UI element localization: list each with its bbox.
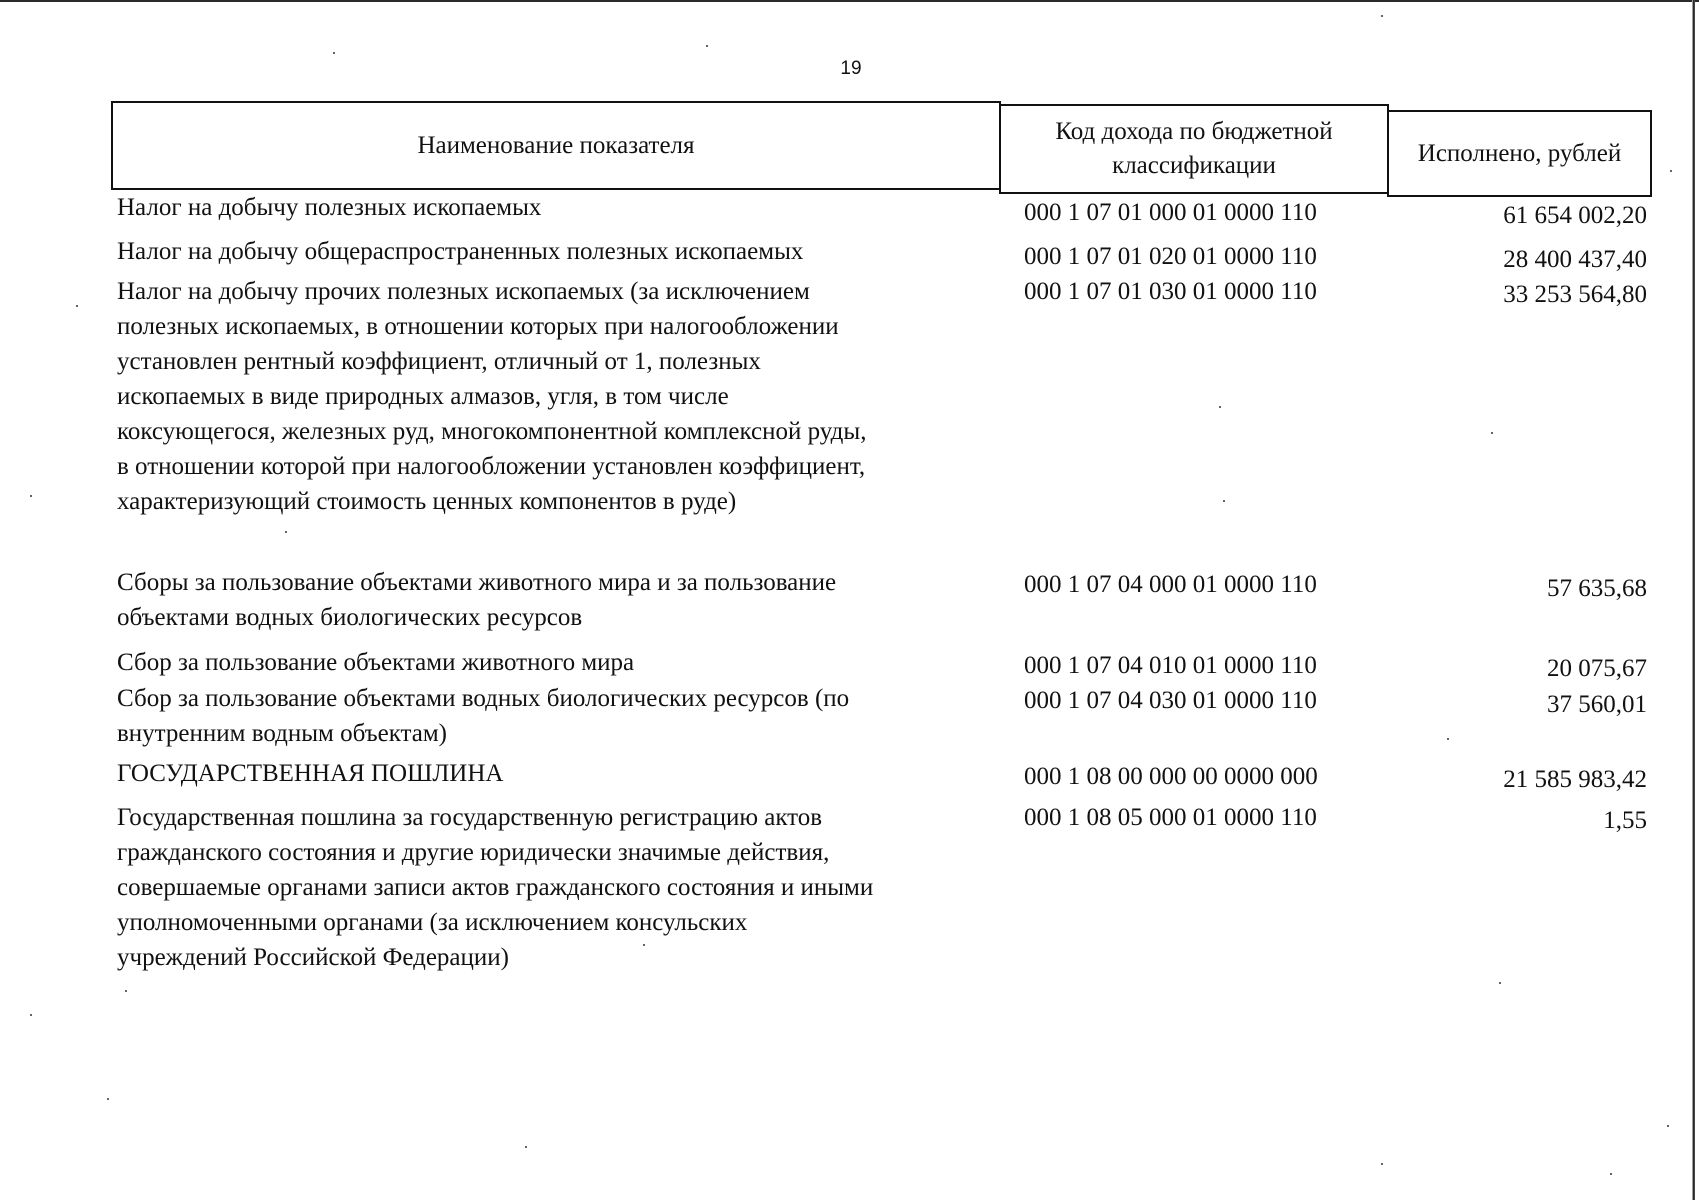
- scan-speck: [1499, 982, 1501, 984]
- row-code: 000 1 07 04 010 01 0000 110: [1024, 652, 1317, 679]
- scan-speck: [76, 305, 78, 307]
- header-name-cell: [111, 101, 1001, 190]
- scan-speck: [1491, 432, 1493, 434]
- header-name-label: Наименование показателя: [417, 131, 695, 159]
- row-sum: 1,55: [1603, 807, 1647, 834]
- scan-speck: [706, 45, 708, 47]
- scan-speck: [1219, 406, 1221, 408]
- row-name: Сборы за пользование объектами животного мира и за пользование объектами водных биологических ресурсов: [117, 569, 837, 631]
- scan-speck: [1670, 170, 1672, 172]
- scan-speck: [643, 944, 645, 946]
- header-sum-label: Исполнено, рублей: [1417, 139, 1622, 167]
- scan-speck: [1381, 15, 1383, 17]
- scan-speck: [1447, 738, 1449, 740]
- scan-speck: [107, 1098, 109, 1100]
- page-number: 19: [840, 58, 862, 79]
- row-sum: 28 400 437,40: [1503, 246, 1647, 273]
- row-code: 000 1 07 01 020 01 0000 110: [1024, 243, 1317, 270]
- row-code: 000 1 07 04 030 01 0000 110: [1024, 687, 1317, 714]
- header-code-label: Код дохода по бюджетной классификации: [1055, 118, 1333, 179]
- scan-speck: [525, 1146, 527, 1148]
- row-name: Государственная пошлина за государственную регистрацию актов гражданского состояния и другие юридически значимые действия, совершаемые органами записи актов гражданского состояния и иными уполномоченными органами (за исключением консульских учреждений Российской Федерации): [117, 804, 874, 971]
- row-sum: 20 075,67: [1547, 655, 1647, 682]
- scan-speck: [30, 1014, 32, 1016]
- row-name: Сбор за пользование объектами животного мира: [117, 649, 635, 676]
- row-code: 000 1 07 04 000 01 0000 110: [1024, 571, 1317, 598]
- scan-speck: [30, 495, 32, 497]
- row-sum: 61 654 002,20: [1503, 202, 1647, 229]
- scan-speck: [285, 531, 287, 533]
- row-sum: 21 585 983,42: [1503, 766, 1647, 793]
- scan-speck: [1381, 1163, 1383, 1165]
- scan-speck: [333, 52, 335, 54]
- scan-top-edge: [0, 0, 1699, 2]
- row-name: Налог на добычу полезных ископаемых: [117, 194, 542, 221]
- scan-speck: [1667, 1125, 1669, 1127]
- row-name: Налог на добычу прочих полезных ископаемых (за исключением полезных ископаемых, в отношении которых при налогообложении установлен рентный коэффициент, отличный от 1, полезных ископаемых в виде природных алмазов, угля, в том числе коксующегося, железных руд, многокомпонентной комплексной руды, в отношении которой при налогообложении установлен коэффициент, характеризующий стоимость ценных компонентов в руде): [117, 278, 867, 515]
- scan-speck: [1610, 1173, 1612, 1175]
- row-code: 000 1 08 05 000 01 0000 110: [1024, 804, 1317, 831]
- row-sum: 33 253 564,80: [1503, 281, 1647, 308]
- row-code: 000 1 08 00 000 00 0000 000: [1024, 763, 1318, 790]
- row-name: Сбор за пользование объектами водных биологических ресурсов (по внутренним водным объектам): [117, 685, 850, 747]
- row-sum: 57 635,68: [1547, 575, 1647, 602]
- scan-right-edge: [1692, 0, 1695, 1200]
- scan-speck: [125, 990, 127, 992]
- scan-speck: [1223, 500, 1225, 502]
- row-code: 000 1 07 01 000 01 0000 110: [1024, 199, 1317, 226]
- row-sum: 37 560,01: [1547, 691, 1647, 718]
- header-code-cell: [999, 104, 1389, 194]
- row-name: Налог на добычу общераспространенных полезных ископаемых: [117, 238, 804, 265]
- header-sum-cell: [1387, 110, 1652, 197]
- row-code: 000 1 07 01 030 01 0000 110: [1024, 278, 1317, 305]
- row-name: ГОСУДАРСТВЕННАЯ ПОШЛИНА: [117, 760, 504, 787]
